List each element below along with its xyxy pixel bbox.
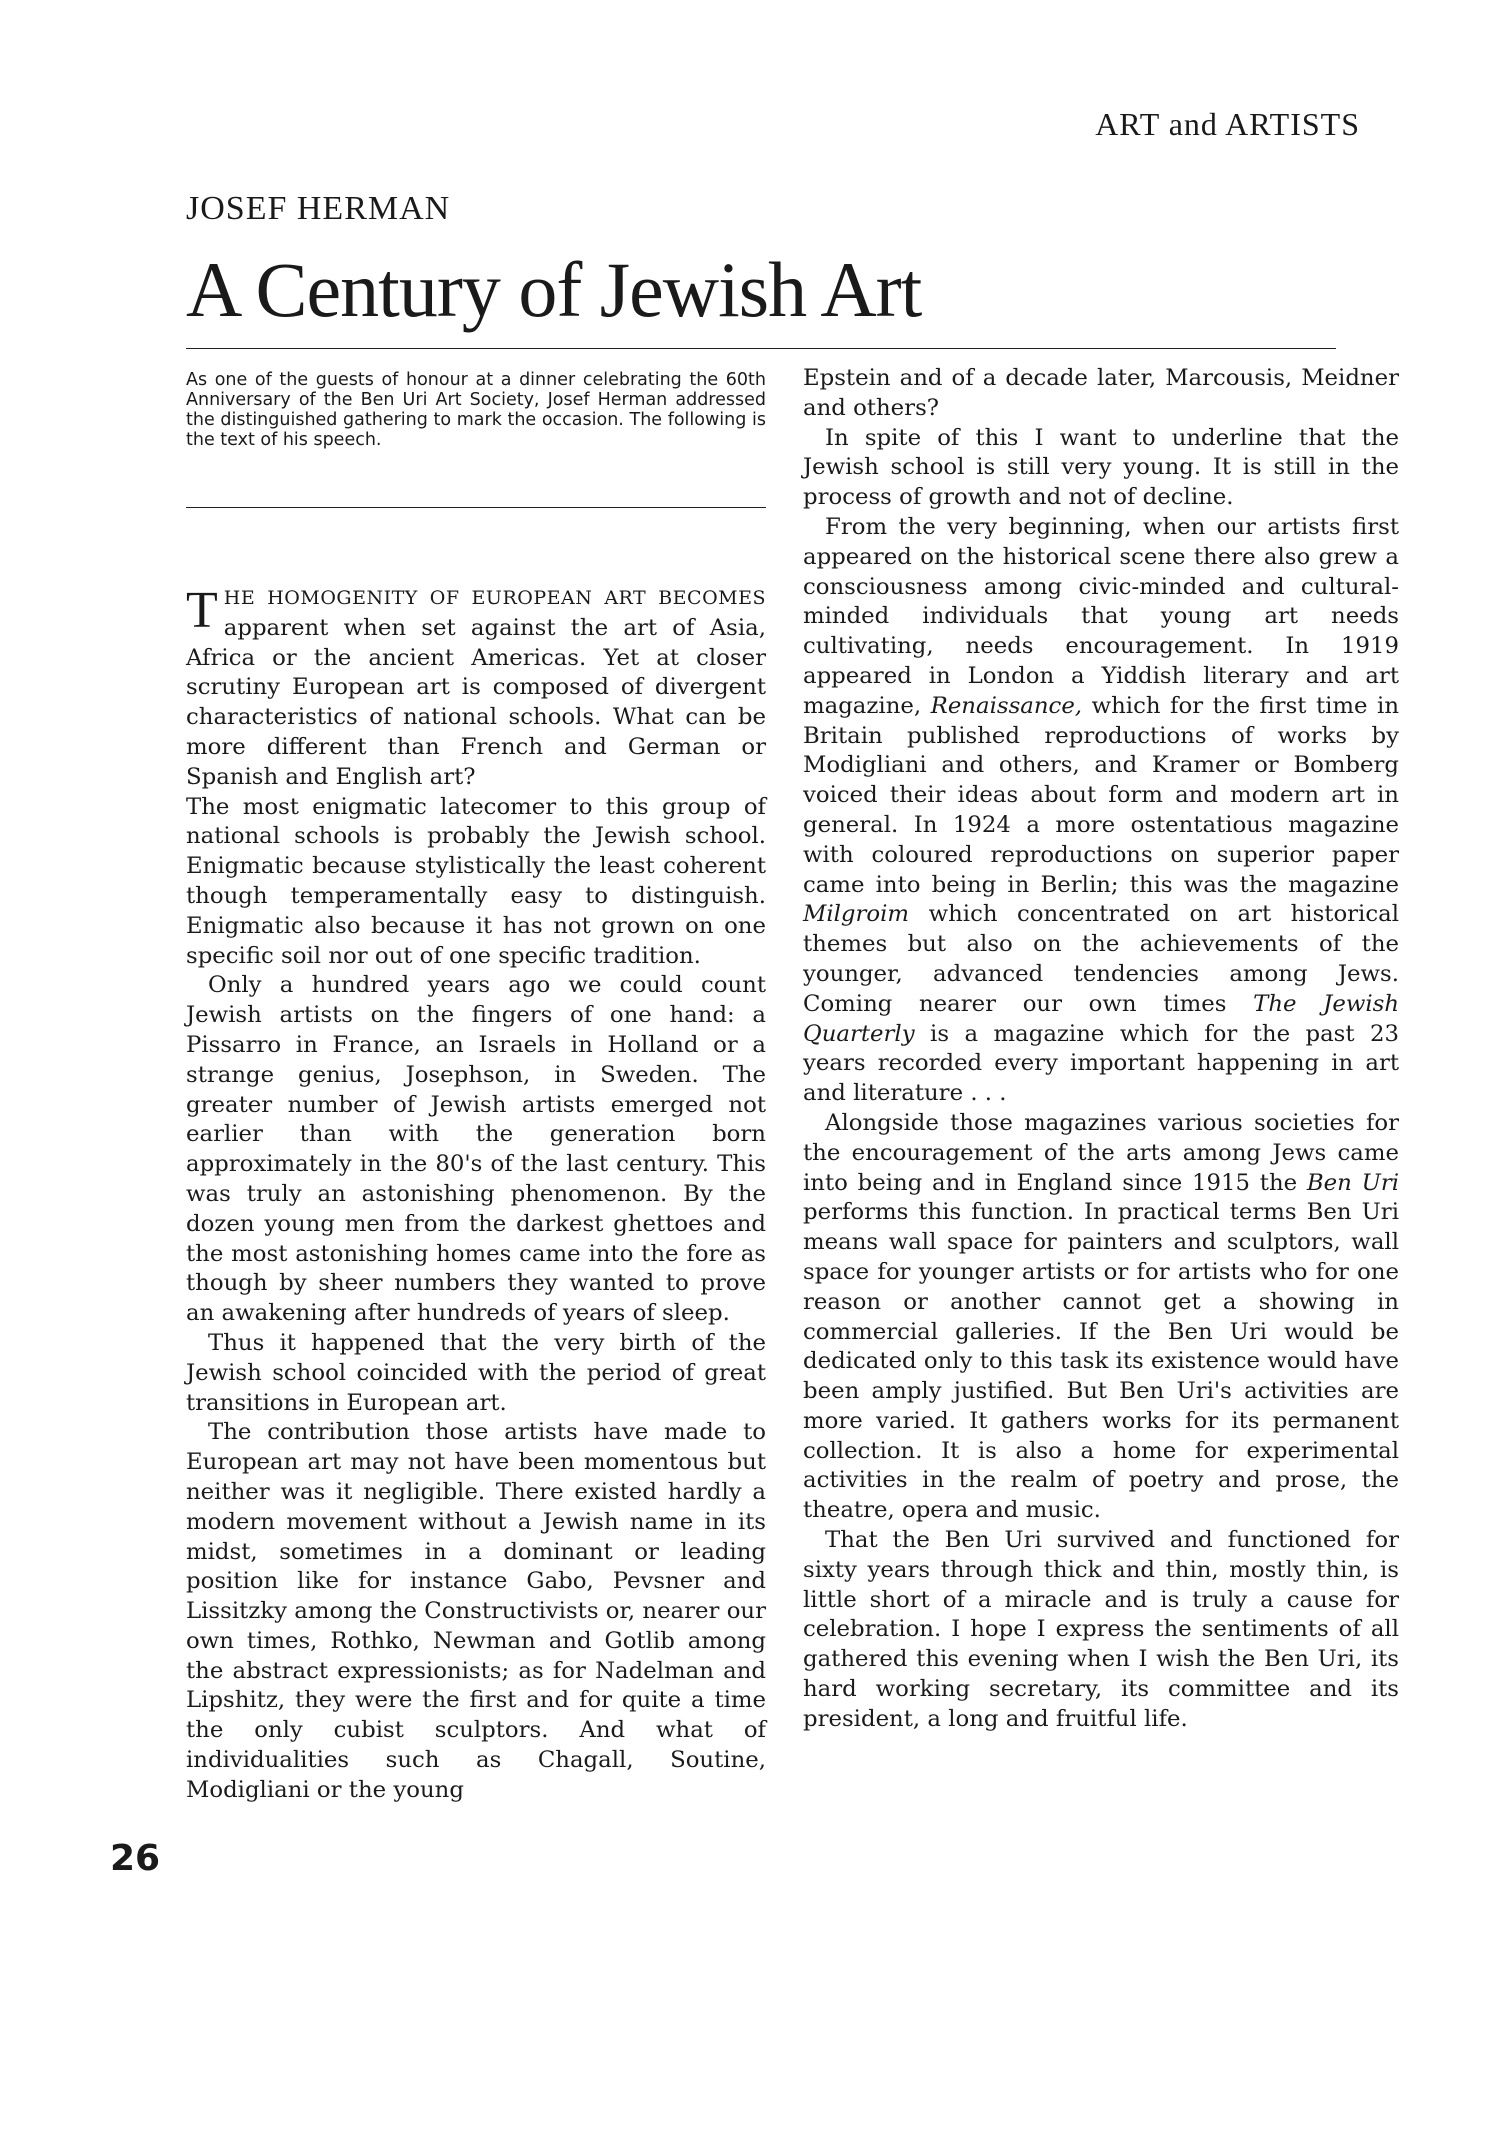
intro-rule (186, 507, 766, 508)
paragraph-8 (803, 1109, 1399, 1526)
drop-cap: T (186, 582, 218, 639)
paragraph-7-text-b: which for the first time in Britain published reproductions of works by Modigliani and others, and Kramer or Bomberg voiced their ideas about form and modern art in general. In 1924 a more ostentatious magazine with coloured reproductions on superior paper came into being in Berlin; this was the magazine (803, 692, 1400, 898)
paragraph-4: Thus it happened that the very birth of the Jewish school coincided with the period of great transitions in European art. (186, 1329, 766, 1416)
column-right (803, 364, 1399, 1735)
paragraph-1-text: apparent when set against the art of Asia, Africa or the ancient Americas. Yet at closer scrutiny European art is composed of divergent characteristics of national schools. What can be more different than French and German or Spanish and English art? (186, 614, 766, 790)
title-rule (186, 348, 1336, 349)
paragraph-3: Only a hundred years ago we could count Jewish artists on the fingers of one hand: a Pissarro in France, an Israels in Holland or a strange genius, Josephson, in Sweden. The greater number of Jewish artists emerged not earlier than with the generation born approximately in the 80's of the last century. This was truly an astonishing phenomenon. By the dozen young men from the darkest ghettoes and the most astonishing homes came into the fore as though by sheer numbers they wanted to prove an awakening after hundreds of years of sleep. (186, 972, 766, 1327)
paragraph-5: The contribution those artists have made to European art may not have been momentous but neither was it negligible. There existed hardly a modern movement without a Jewish name in its midst, sometimes in a dominant or leading position like for instance Gabo, Pevsner and Lissitzky among the Constructivists or, nearer our own times, Rothko, Newman and Gotlib among the abstract expressionists; as for Nadelman and Lipshitz, they were the first and for quite a time the only cubist sculptors. And what of individualities such as Chagall, Soutine, Modigliani or the young (186, 1419, 766, 1803)
section-label: ART and ARTISTS (1095, 106, 1360, 142)
paragraph-7-text-a: From the very beginning, when our artists first appeared on the historical scene there also grew a consciousness among civic-minded and cultural-minded individuals that young art needs cultivating, needs encouragement. In 1919 appeared in London a Yiddish literary and art magazine, (803, 513, 1399, 719)
title-milgroim: Milgroim (803, 901, 910, 928)
paragraph-5-continued: Epstein and of a decade later, Marcousis, Meidner and others? (803, 365, 1399, 421)
page-number: 26 (110, 1838, 161, 1879)
paragraph-6: In spite of this I want to underline that the Jewish school is still very young. It is still in the process of growth and not of decline. (803, 424, 1399, 511)
paragraph-1 (186, 583, 766, 793)
paragraph-2: The most enigmatic latecomer to this group of national schools is probably the Jewish school. Enigmatic because stylistically the least coherent though temperamentally easy to distinguish. Enigmatic also because it has not grown on one specific soil nor out of one specific tradition. (186, 793, 766, 969)
title-renaissance: Renaissance, (930, 692, 1083, 719)
title-jewish-quarterly: The Jewish Quarterly (803, 990, 1400, 1047)
paragraph-8-text-b: performs this function. In practical terms Ben Uri means wall space for painters and sculptors, wall space for younger artists or for artists who for one reason or another cannot get a showing in commercial galleries. If the Ben Uri would be dedicated only to this task its existence would have been amply justified. But Ben Uri's activities are more varied. It gathers works for its permanent collection. It is also a home for experimental activities in the realm of poetry and prose, the theatre, opera and music. (803, 1199, 1399, 1524)
paragraph-9: That the Ben Uri survived and functioned for sixty years through thick and thin, mostly thin, is little short of a miracle and is truly a cause for celebration. I hope I express the sentiments of all gathered this evening when I wish the Ben Uri, its hard working secretary, its committee and its president, a long and fruitful life. (803, 1527, 1399, 1732)
paragraph-7 (803, 513, 1399, 1109)
lead-caps: HE HOMOGENITY OF EUROPEAN ART BECOMES (223, 587, 766, 609)
paragraph-8-text-a: Alongside those magazines various societies for the encouragement of the arts among Jews came into being and in England since 1915 the (803, 1109, 1399, 1196)
paragraph-7-text-c: which concentrated on art historical themes but also on the achievements of the younger, advanced tendencies among Jews. Coming nearer our own times (803, 901, 1400, 1017)
paragraph-7-text-d: is a magazine which for the past 23 years recorded every important happening in art and literature . . . (803, 1020, 1399, 1107)
name-ben-uri: Ben Uri (1306, 1169, 1400, 1196)
column-left (186, 583, 766, 1806)
article-title: A Century of Jewish Art (186, 246, 922, 333)
author-name: JOSEF HERMAN (186, 190, 451, 227)
intro-standfirst: As one of the guests of honour at a dinner celebrating the 60th Anniversary of the Ben Uri Art Society, Josef Herman addressed the distinguished gathering to mark the occasion. The following is the text of his speech. (186, 370, 766, 450)
